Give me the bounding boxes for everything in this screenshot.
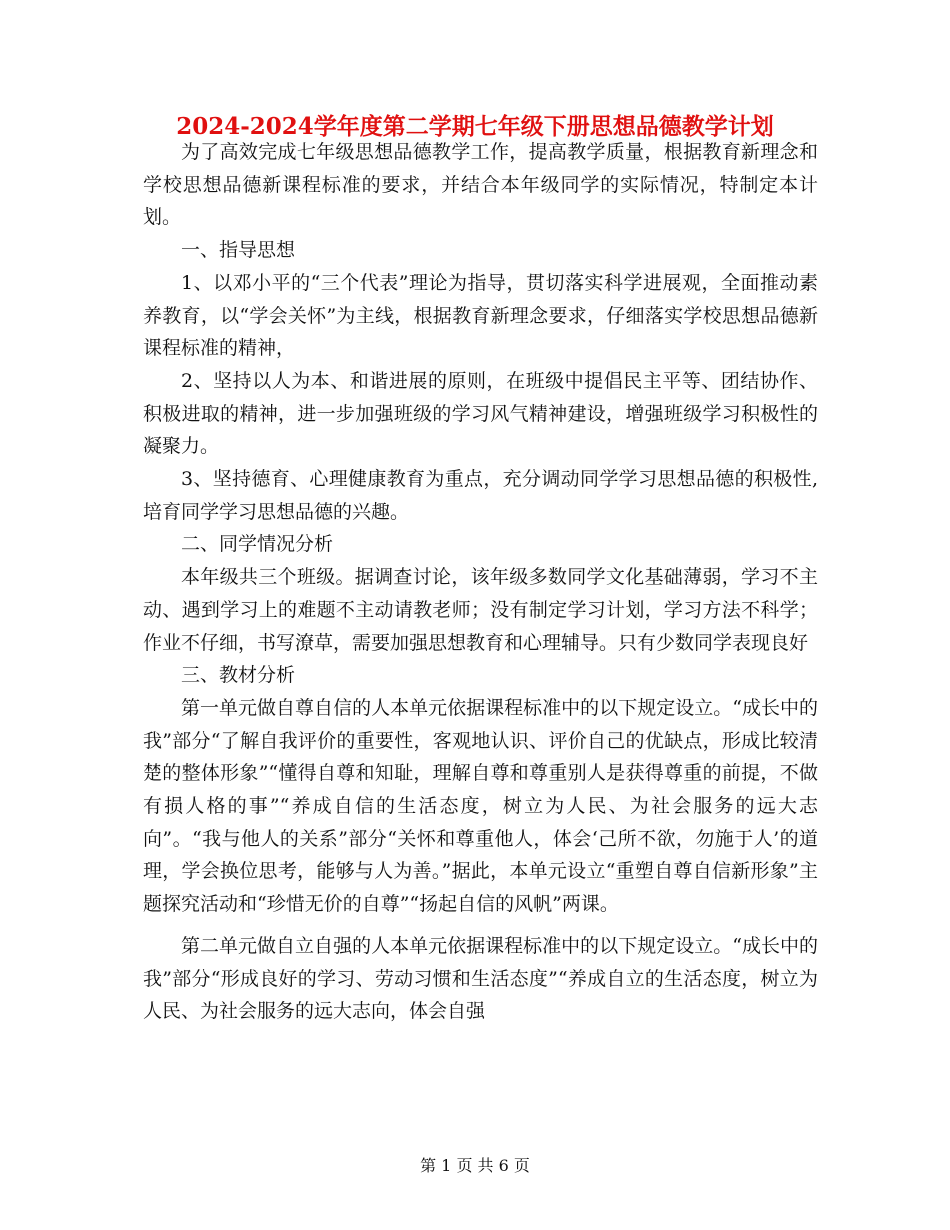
section-heading-textbook-analysis: 三、教材分析 [181,664,296,687]
intro-paragraph: 为了高效完成七年级思想品德教学工作，提高教学质量，根据教育新理念和学校思想品德新课程标准的要求，并结合本年级同学的实际情况，特制定本计划。 [143,141,818,229]
section-heading-student-analysis: 二、同学情况分析 [181,533,334,556]
guiding-point-3: 3、坚持德育、心理健康教育为重点，充分调动同学学习思想品德的积极性,培育同学学习思想品德的兴趣。 [143,468,818,523]
guiding-point-2: 2、坚持以人为本、和谐进展的原则，在班级中提倡民主平等、团结协作、积极进取的精神，进一步加强班级的学习风气精神建设，增强班级学习积极性的凝聚力。 [143,369,818,458]
guiding-point-1: 1、以邓小平的“三个代表”理论为指导，贯切落实科学进展观，全面推动素养教育，以“学会关怀”为主线，根据教育新理念要求，仔细落实学校思想品德新课程标准的精神， [143,271,818,360]
page-number-footer: 第 1 页 共 6 页 [420,1156,530,1175]
document-title: 2024-2024学年度第二学期七年级下册思想品德教学计划 [176,113,774,140]
unit-2-paragraph: 第二单元做自立自强的人本单元依据课程标准中的以下规定设立。“成长中的我”部分“形成良好的学习、劳动习惯和生活态度”“养成自立的生活态度，树立为人民、为社会服务的远大志向，体会自强 [143,934,818,1023]
student-analysis-paragraph: 本年级共三个班级。据调查讨论，该年级多数同学文化基础薄弱，学习不主动、遇到学习上的难题不主动请教老师；没有制定学习计划，学习方法不科学；作业不仔细，书写潦草，需要加强思想教育和心理辅导。只有少数同学表现良好 [143,566,818,654]
document-body [143,136,818,1028]
unit-1-paragraph: 第一单元做自尊自信的人本单元依据课程标准中的以下规定设立。“成长中的我”部分“了解自我评价的重要性，客观地认识、评价自己的优缺点，形成比较清楚的整体形象”“懂得自尊和知耻，理解自尊和尊重别人是获得尊重的前提，不做有损人格的事”“养成自信的生活态度，树立为人民、为社会服务的远大志向”。“我与他人的关系”部分“关怀和尊重他人，体会‘己所不欲，勿施于人’的道理，学会换位思考，能够与人为善。”据此，本单元设立“重塑自尊自信新形象”主题探究活动和“珍惜无价的自尊”“扬起自信的风帆”两课。 [143,696,818,916]
section-heading-guiding-thought: 一、指导思想 [181,239,296,262]
